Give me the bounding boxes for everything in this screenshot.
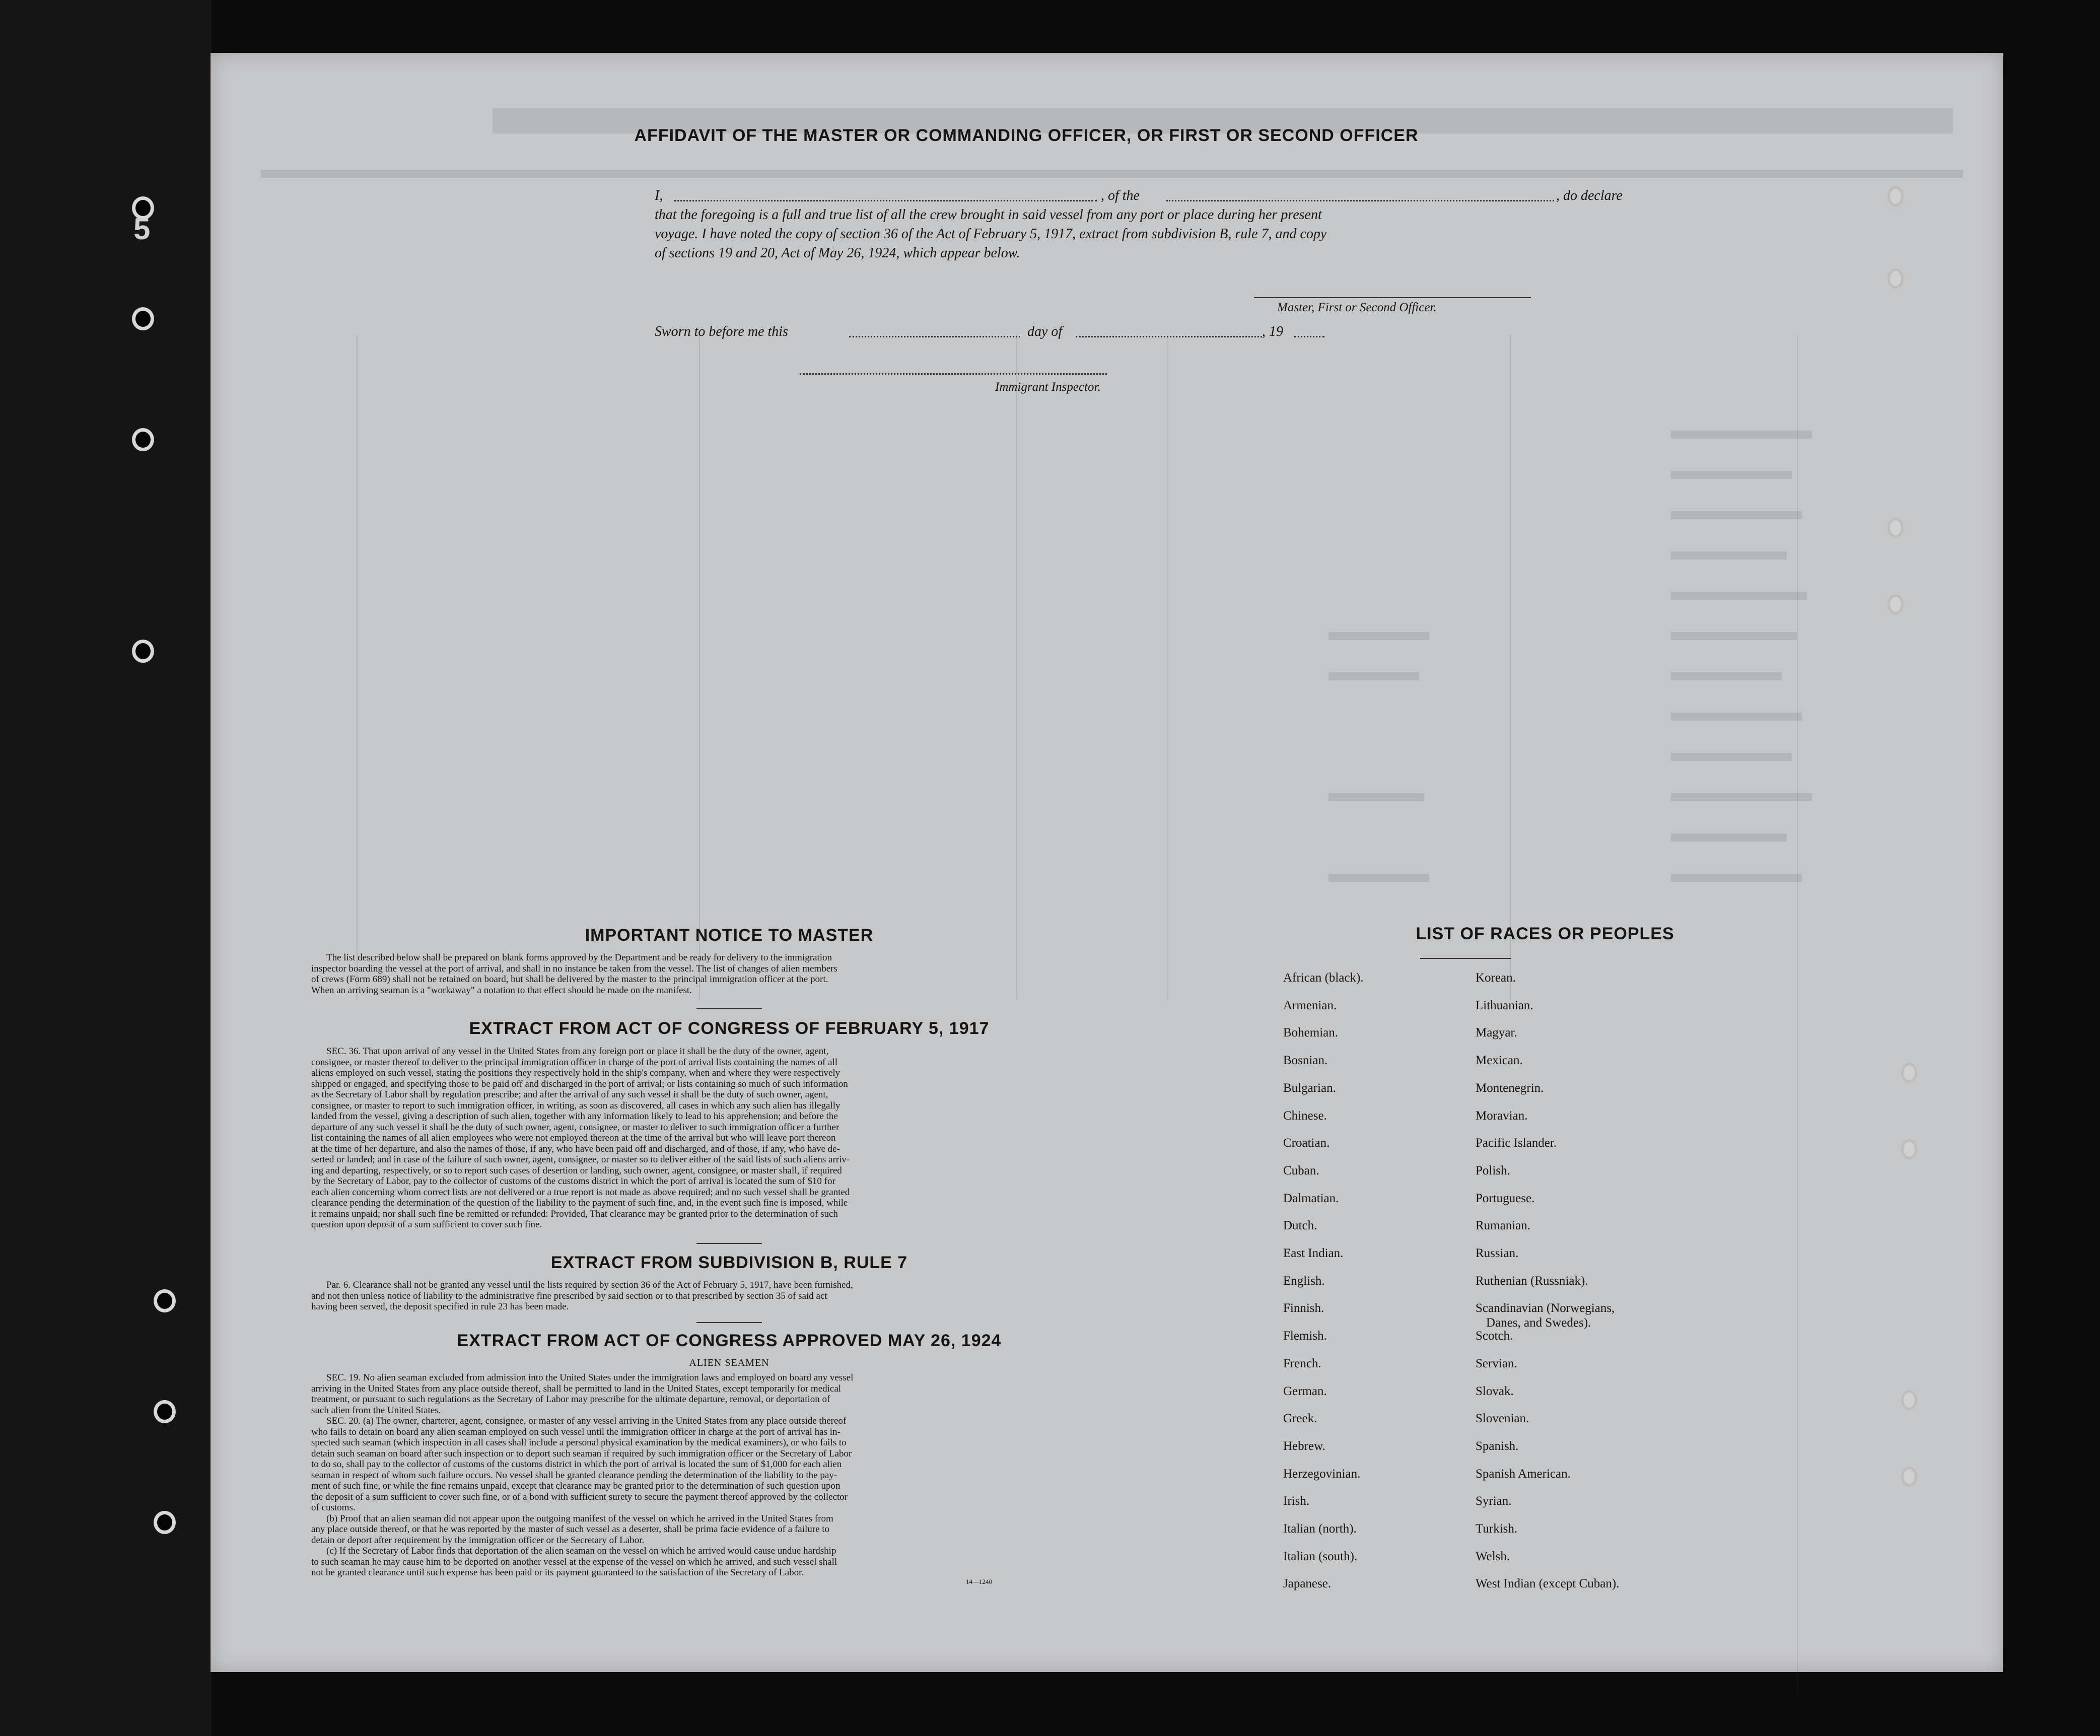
race-name-left: Italian (north). — [1283, 1522, 1357, 1536]
race-name-right: Pacific Islander. — [1476, 1136, 1557, 1150]
race-name-right: Slovak. — [1476, 1384, 1514, 1398]
bleed-through-cell — [1671, 753, 1792, 761]
extract-line: treatment, or pursuant to such regulations as the Secretary of Labor may prescribe for the ultimate departure, removal, or deportation of — [311, 1394, 830, 1405]
binder-hole — [132, 428, 154, 451]
sworn-day-blank[interactable] — [849, 336, 1020, 337]
race-name-left: French. — [1283, 1356, 1321, 1370]
race-name-right: Welsh. — [1476, 1549, 1510, 1563]
extract-line: spected such seaman (which inspection in all cases shall include a personal physical examination by the medical examiners), or who fails to — [311, 1437, 847, 1448]
extract-line: as the Secretary of Labor shall by regulation prescribe; and after the arrival of any such vessel it shall be the duty of such owner, agent, — [311, 1089, 828, 1100]
race-name-left: Dutch. — [1283, 1219, 1317, 1233]
race-name-right: West Indian (except Cuban). — [1476, 1577, 1620, 1591]
race-name-left: English. — [1283, 1274, 1325, 1288]
bleed-through-column — [699, 335, 700, 1000]
extract-b7-title: EXTRACT FROM SUBDIVISION B, RULE 7 — [550, 1253, 908, 1272]
race-name-left: German. — [1283, 1384, 1327, 1398]
bleed-through-column — [357, 335, 358, 1000]
bleed-through-cell — [1328, 793, 1424, 801]
sheet-hole — [1887, 518, 1904, 538]
race-name-right: Rumanian. — [1476, 1219, 1531, 1233]
extract-line: (c) If the Secretary of Labor finds that deportation of the alien seaman on the vessel on which he arrived would cause undue hardship — [326, 1546, 836, 1556]
name-blank[interactable] — [674, 200, 1097, 201]
extract-1917-text — [311, 1046, 1147, 1230]
extract-1917-title: EXTRACT FROM ACT OF CONGRESS OF FEBRUARY 5, 1917 — [469, 1019, 990, 1038]
extract-line: detain or deport after requirement by the immigration officer or the Secretary of Labor. — [311, 1535, 645, 1546]
race-name-right: Polish. — [1476, 1163, 1510, 1177]
sheet-hole — [1887, 186, 1904, 206]
race-name-right: Slovenian. — [1476, 1412, 1529, 1426]
extract-line: serted or landed; and in case of the failure of such owner, agent, consignee, or master so to deliver either of the said lists of such aliens arriv- — [311, 1154, 850, 1165]
bleed-through-cell — [1671, 471, 1792, 479]
sheet-hole — [1901, 1390, 1917, 1410]
sworn-month-blank[interactable] — [1076, 336, 1262, 337]
affidavit-i: I, — [655, 188, 663, 203]
extract-line: detain such seaman on board after such inspection or to deport such seaman if required by such immigration officer or the Secretary of Labor — [311, 1448, 852, 1459]
binder-hole — [132, 640, 154, 663]
race-name-left: Greek. — [1283, 1412, 1317, 1426]
notice-line: The list described below shall be prepared on blank forms approved by the Department and be ready for delivery to the immigration — [326, 952, 832, 963]
extract-line: ing and departing, respectively, or so to report such cases of desertion or landing, such owner, agent, consignee, or master shall, if required — [311, 1165, 842, 1176]
sworn-day-of: day of — [1027, 324, 1063, 339]
notice-line: of crews (Form 689) shall not be retained on board, but shall be delivered by the master to the principal immigration officer at the port. — [311, 974, 828, 985]
extract-line: to do so, shall pay to the collector of customs of the customs district in which the port of arrival is located the sum of $1,000 for each alien — [311, 1459, 842, 1470]
notice-text — [311, 952, 1147, 996]
sheet-hole — [1887, 594, 1904, 614]
sworn-text: Sworn to before me this — [655, 324, 788, 339]
race-name-right: Ruthenian (Russniak). — [1476, 1274, 1588, 1288]
extract-line: arriving in the United States from any place outside thereof, shall be permitted to land in the United States, except temporarily for medical — [311, 1383, 842, 1394]
race-name-left: Flemish. — [1283, 1329, 1327, 1343]
race-name-right: Spanish. — [1476, 1439, 1519, 1453]
extract-line: consignee, or master thereof to deliver to the principal immigration officer in charge of the port of arrival lists containing the names of all — [311, 1057, 838, 1068]
binder-hole — [154, 1289, 176, 1312]
race-name-right: Spanish American. — [1476, 1467, 1571, 1481]
extract-line: question upon deposit of a sum sufficient to cover such fine. — [311, 1219, 542, 1230]
section-divider — [696, 1008, 762, 1009]
race-name-right: Montenegrin. — [1476, 1081, 1544, 1095]
form-number: 14—1240 — [966, 1578, 992, 1585]
bleed-through-cell — [1671, 551, 1787, 560]
extract-line: of customs. — [311, 1502, 356, 1513]
race-name-right: Magyar. — [1476, 1026, 1517, 1040]
race-name-right: Korean. — [1476, 971, 1516, 985]
sworn-year: , 19 — [1262, 324, 1283, 339]
binder-hole — [132, 307, 154, 330]
binder-hole — [154, 1511, 176, 1534]
race-name-right: Lithuanian. — [1476, 998, 1533, 1012]
race-name-left: Dalmatian. — [1283, 1191, 1339, 1205]
binder-hole — [154, 1400, 176, 1423]
bleed-through-cell — [1671, 431, 1812, 439]
sheet-hole — [1901, 1467, 1917, 1487]
section-divider — [696, 1243, 762, 1244]
extract-line: shipped or engaged, and specifying those to be paid off and discharged in the port of arrival; or lists containing so much of such information — [311, 1078, 848, 1089]
bleed-through-column — [1016, 335, 1017, 1000]
race-name-left: Bohemian. — [1283, 1026, 1339, 1040]
sheet-hole — [1901, 1139, 1917, 1159]
bleed-through-cell — [1671, 834, 1787, 842]
race-name-left: Bulgarian. — [1283, 1081, 1336, 1095]
race-name-right: Scotch. — [1476, 1329, 1513, 1343]
extract-line: SEC. 36. That upon arrival of any vessel in the United States from any foreign port or place it shall be the duty of the owner, agent, — [326, 1046, 829, 1057]
bleed-through-line — [261, 170, 1963, 178]
race-name-right: Servian. — [1476, 1356, 1517, 1370]
bleed-through-cell — [1671, 511, 1802, 519]
races-divider — [1420, 958, 1511, 959]
race-name-right: Scandinavian (Norwegians, — [1476, 1301, 1615, 1315]
extract-1924-title: EXTRACT FROM ACT OF CONGRESS APPROVED MAY 26, 1924 — [457, 1331, 1002, 1350]
extract-1924-text — [311, 1372, 1147, 1578]
race-name-left: Finnish. — [1283, 1301, 1324, 1315]
bleed-through-cell — [1328, 874, 1429, 882]
extract-line: aliens employed on such vessel, stating the positions they respectively hold in the ship's company, when and where they were respectively — [311, 1068, 841, 1078]
bleed-through-cell — [1328, 632, 1429, 640]
race-name-right: Syrian. — [1476, 1494, 1512, 1508]
page-number: 5 — [133, 212, 151, 246]
master-signature-label: Master, First or Second Officer. — [1277, 301, 1437, 314]
extract-line: not be granted clearance until such expense has been paid or its payment guaranteed to the satisfaction of the Secretary of Labor. — [311, 1567, 804, 1578]
extract-line: clearance pending the determination of the question of the liability to the payment of such fine, and, in the event such fine is imposed, while — [311, 1198, 848, 1208]
vessel-blank[interactable] — [1166, 200, 1554, 201]
sworn-year-blank[interactable] — [1294, 336, 1324, 337]
bleed-through-cell — [1671, 793, 1812, 801]
race-name-continued: Danes, and Swedes). — [1486, 1316, 1591, 1330]
bleed-through-column — [1167, 335, 1168, 1000]
sheet-hole — [1901, 1063, 1917, 1083]
inspector-label: Immigrant Inspector. — [995, 380, 1101, 394]
notice-line: inspector boarding the vessel at the port of arrival, and shall in no instance be taken from the vessel. The list of changes of alien members — [311, 963, 837, 974]
affidavit-do-declare: , do declare — [1556, 188, 1623, 203]
extract-line: at the time of her departure, and also the names of those, if any, who have been paid off and discharged, and of those, if any, who have de- — [311, 1143, 840, 1154]
race-name-right: Portuguese. — [1476, 1191, 1535, 1205]
bleed-through-column — [1510, 335, 1511, 1000]
extract-line: by the Secretary of Labor, pay to the collector of customs of the customs district in which the port of arrival is located the sum of $10 for — [311, 1176, 835, 1187]
races-title: LIST OF RACES OR PEOPLES — [1416, 924, 1674, 943]
bleed-through-cell — [1671, 713, 1802, 721]
extract-line: ment of such fine, or while the fine remains unpaid, except that clearance may be granted prior to the determination of such question upon — [311, 1481, 841, 1491]
extract-line: list containing the names of all alien employees who were not employed thereon at the time of the arrival but who will leave port thereon — [311, 1133, 836, 1143]
extract-line: the deposit of a sum sufficient to cover such fine, or of a bond with sufficient surety to secure the payment thereof approved by the collector — [311, 1491, 848, 1502]
affidavit-of-the: , of the — [1101, 188, 1140, 203]
bleed-through-cell — [1671, 672, 1782, 680]
race-name-left: Japanese. — [1283, 1577, 1332, 1591]
affidavit-title: AFFIDAVIT OF THE MASTER OR COMMANDING OFFICER, OR FIRST OR SECOND OFFICER — [634, 126, 1419, 145]
extract-line: seaman in respect of whom such failure occurs. No vessel shall be granted clearance pending the determination of the liability to the pay- — [311, 1470, 837, 1481]
bleed-through-cell — [1671, 592, 1807, 600]
section-divider — [696, 1322, 762, 1323]
notice-title: IMPORTANT NOTICE TO MASTER — [585, 926, 874, 945]
extract-1924-subtitle: ALIEN SEAMEN — [689, 1357, 769, 1368]
race-name-left: Irish. — [1283, 1494, 1310, 1508]
extract-line: such alien from the United States. — [311, 1405, 441, 1416]
race-name-right: Russian. — [1476, 1246, 1519, 1260]
notice-line: When an arriving seaman is a "workaway" a notation to that effect should be made on the manifest. — [311, 985, 692, 996]
extract-line: departure of any such vessel it shall be the duty of such owner, agent, consignee, or master to deliver to such immigration officer a further — [311, 1122, 839, 1133]
race-name-left: East Indian. — [1283, 1246, 1344, 1260]
master-signature-line[interactable] — [1254, 297, 1531, 298]
inspector-signature-line[interactable] — [800, 373, 1107, 375]
extract-line: any place outside thereof, or that he was reported by the master of such vessel as a deserter, shall be prima facie evidence of a failure to — [311, 1524, 830, 1535]
extract-line: to such seaman he may cause him to be deported on another vessel at the expense of the vessel on which he arrived, and such vessel shall — [311, 1556, 837, 1567]
bleed-through-column — [1797, 335, 1798, 1695]
race-name-left: Croatian. — [1283, 1136, 1330, 1150]
extract-b7-text — [311, 1280, 1147, 1312]
extract-line: (b) Proof that an alien seaman did not appear upon the outgoing manifest of the vessel on which he arrived in the United States from — [326, 1513, 833, 1524]
race-name-right: Moravian. — [1476, 1108, 1528, 1123]
bleed-through-cell — [1328, 672, 1419, 680]
extract-line: who fails to detain on board any alien seaman employed on such vessel until the immigration officer in charge at the port of arrival has in- — [311, 1426, 841, 1437]
race-name-left: Bosnian. — [1283, 1054, 1328, 1068]
extract-line: landed from the vessel, giving a description of such alien, together with any information likely to lead to his apprehension; and before the — [311, 1111, 838, 1122]
extract-line: each alien concerning whom correct lists are not delivered or a true report is not made as above required; and no such vessel shall be granted — [311, 1187, 850, 1198]
race-name-left: Cuban. — [1283, 1163, 1319, 1177]
manifest-sheet — [211, 53, 2003, 1672]
binder-strip — [0, 0, 212, 1736]
affidavit-line-4: of sections 19 and 20, Act of May 26, 1924, which appear below. — [655, 245, 1020, 261]
race-name-left: Herzegovinian. — [1283, 1467, 1361, 1481]
extract-line: SEC. 19. No alien seaman excluded from admission into the United States under the immigration laws and employed on board any vessel — [326, 1372, 854, 1383]
extract-line: SEC. 20. (a) The owner, charterer, agent, consignee, or master of any vessel arriving in the United States from any place outside thereof — [326, 1416, 847, 1426]
race-name-left: Italian (south). — [1283, 1549, 1358, 1563]
bleed-through-cell — [1671, 632, 1797, 640]
extract-line: having been served, the deposit specified in rule 23 has been made. — [311, 1301, 569, 1312]
extract-line: and not then unless notice of liability to the administrative fine prescribed by said section or to that prescribed by section 35 of said act — [311, 1290, 827, 1301]
bleed-through-cell — [1671, 874, 1802, 882]
race-name-left: African (black). — [1283, 971, 1364, 985]
extract-line: Par. 6. Clearance shall not be granted any vessel until the lists required by section 36 of the Act of February 5, 1917, have been furnished, — [326, 1280, 853, 1290]
race-name-left: Chinese. — [1283, 1108, 1327, 1123]
extract-line: consignee, or master to report to such immigration officer, in writing, as soon as discovered, all cases in which any such alien has illegally — [311, 1100, 841, 1111]
race-name-right: Mexican. — [1476, 1054, 1523, 1068]
affidavit-line-3: voyage. I have noted the copy of section 36 of the Act of February 5, 1917, extract from subdivision B, rule 7, and copy — [655, 226, 1327, 242]
affidavit-line-2: that the foregoing is a full and true list of all the crew brought in said vessel from any port or place during her present — [655, 207, 1322, 223]
race-name-left: Armenian. — [1283, 998, 1337, 1012]
sheet-hole — [1887, 268, 1904, 289]
race-name-right: Turkish. — [1476, 1522, 1518, 1536]
extract-line: it remains unpaid; nor shall such fine be remitted or refunded: Provided, That clearance may be granted prior to the determination of such — [311, 1208, 838, 1219]
race-name-left: Hebrew. — [1283, 1439, 1325, 1453]
